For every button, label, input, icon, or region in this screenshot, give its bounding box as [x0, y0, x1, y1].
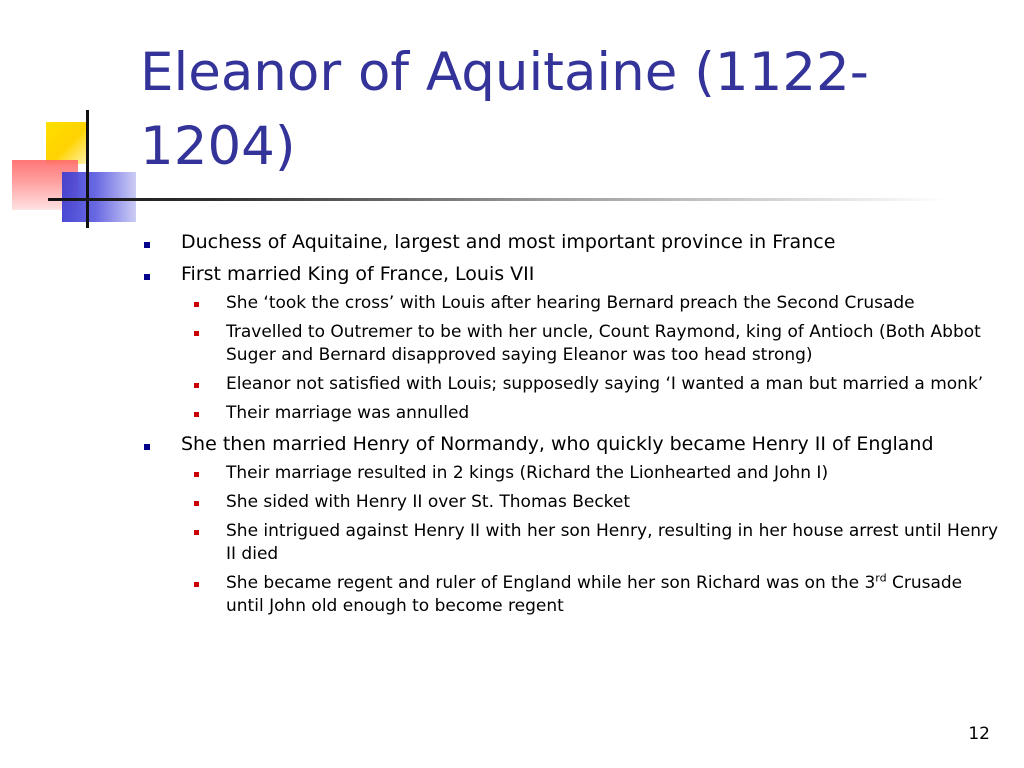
decorative-emblem	[0, 100, 150, 230]
sub-bullet-text: She ‘took the cross’ with Louis after hearing Bernard preach the Second Crusade	[226, 293, 915, 313]
sub-bullet-text-after: Crusade until John old enough to become regent	[226, 573, 963, 616]
sub-bullet-item	[140, 321, 1000, 367]
title-underline-rule	[48, 198, 948, 201]
sub-bullet-item	[140, 462, 1000, 485]
ordinal-superscript: rd	[875, 571, 887, 585]
page-number: 12	[968, 724, 990, 744]
bullet-list	[140, 230, 1000, 618]
bullet-text: She then married Henry of Normandy, who quickly became Henry II of England	[181, 433, 934, 455]
sub-bullet-item	[140, 520, 1000, 566]
sub-bullet-item	[140, 402, 1000, 425]
sub-bullet-text: She intrigued against Henry II with her son Henry, resulting in her house arrest until Henry II died	[226, 521, 999, 564]
sub-bullet-text: Travelled to Outremer to be with her uncle, Count Raymond, king of Antioch (Both Abbot Suger and Bernard disapproved saying Eleanor was too head strong)	[226, 322, 981, 365]
sub-bullet-text-before: She became regent and ruler of England while her son Richard was on the 3	[226, 573, 876, 593]
sub-bullet-text: Their marriage resulted in 2 kings (Richard the Lionhearted and John I)	[226, 463, 829, 483]
bullet-item	[140, 262, 1000, 425]
sub-bullet-list	[181, 292, 1000, 425]
bullet-item	[140, 432, 1000, 618]
sub-bullet-text: Eleanor not satisfied with Louis; supposedly saying ‘I wanted a man but married a monk’	[226, 374, 984, 394]
sub-bullet-item	[140, 373, 1000, 396]
sub-bullet-text: She sided with Henry II over St. Thomas Becket	[226, 492, 631, 512]
blue-square-decoration	[62, 172, 136, 222]
sub-bullet-item	[140, 292, 1000, 315]
bullet-text: Duchess of Aquitaine, largest and most important province in France	[181, 231, 836, 253]
vertical-rule	[86, 110, 89, 228]
yellow-square-decoration	[46, 122, 86, 164]
sub-bullet-text: Their marriage was annulled	[226, 403, 470, 423]
slide-title: Eleanor of Aquitaine (1122-1204)	[140, 42, 869, 177]
bullet-item	[140, 230, 1000, 255]
sub-bullet-list	[181, 462, 1000, 618]
bullet-text: First married King of France, Louis VII	[181, 263, 535, 285]
sub-bullet-item	[140, 491, 1000, 514]
sub-bullet-item	[140, 572, 1000, 618]
slide-body	[140, 230, 1000, 625]
